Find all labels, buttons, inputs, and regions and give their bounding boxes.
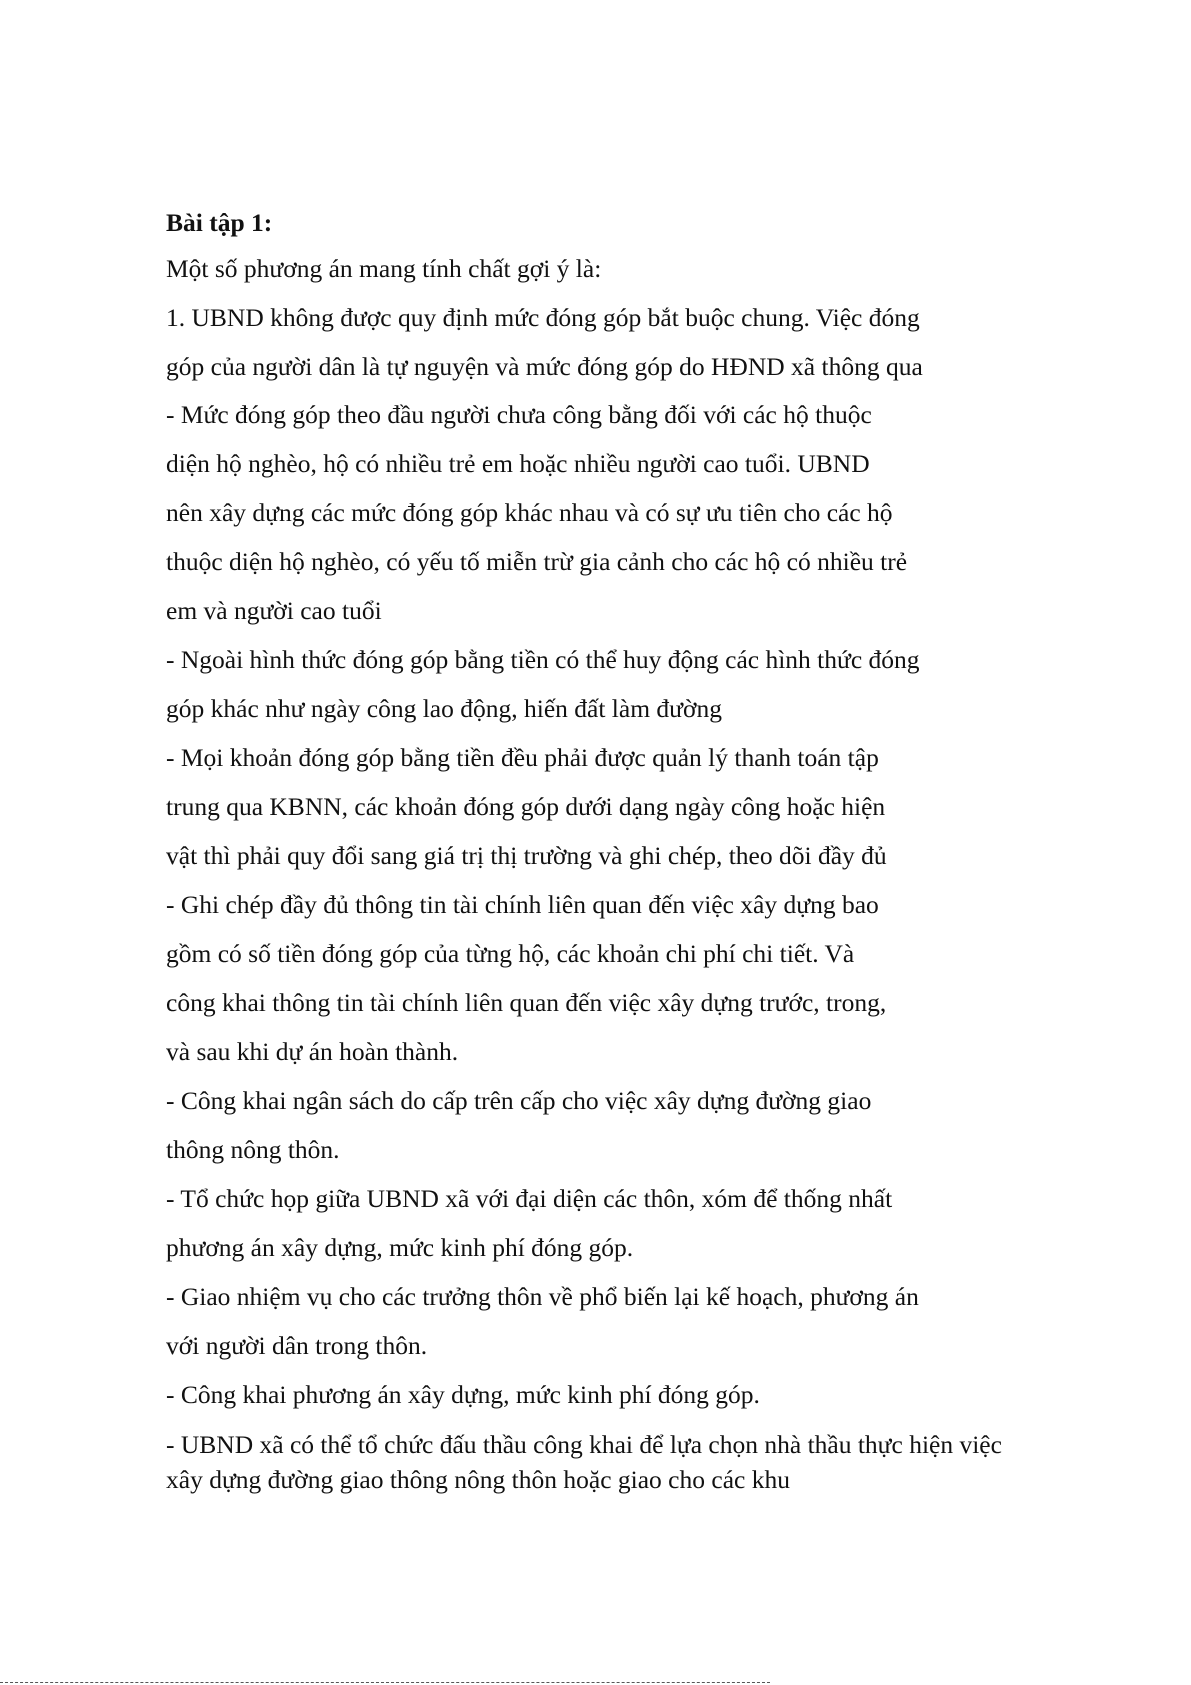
body-line: nên xây dựng các mức đóng góp khác nhau và có sự ưu tiên cho các hộ [166, 498, 893, 527]
intro-line: Một số phương án mang tính chất gợi ý là: [166, 254, 602, 283]
body-line: - Mọi khoản đóng góp bằng tiền đều phải được quản lý thanh toán tập [166, 743, 879, 772]
body-line: - Giao nhiệm vụ cho các trưởng thôn về phổ biến lại kế hoạch, phương án [166, 1282, 919, 1311]
body-line: góp của người dân là tự nguyện và mức đóng góp do HĐND xã thông qua [166, 352, 923, 381]
body-line: thông nông thôn. [166, 1135, 340, 1164]
body-line: - UBND xã có thể tổ chức đấu thầu công khai để lựa chọn nhà thầu thực hiện việc [166, 1430, 1002, 1459]
body-line: phương án xây dựng, mức kinh phí đóng góp. [166, 1233, 634, 1262]
body-line: góp khác như ngày công lao động, hiến đất làm đường [166, 694, 722, 723]
body-line: xây dựng đường giao thông nông thôn hoặc giao cho các khu [166, 1465, 790, 1494]
body-line: diện hộ nghèo, hộ có nhiều trẻ em hoặc nhiều người cao tuổi. UBND [166, 449, 870, 478]
body-line: - Ghi chép đầy đủ thông tin tài chính liên quan đến việc xây dựng bao [166, 890, 879, 919]
exercise-heading: Bài tập 1: [166, 208, 273, 237]
page-bottom-rule [0, 1682, 770, 1683]
body-line: - Tổ chức họp giữa UBND xã với đại diện các thôn, xóm để thống nhất [166, 1184, 893, 1213]
body-line: - Công khai phương án xây dựng, mức kinh phí đóng góp. [166, 1380, 760, 1409]
body-line: em và người cao tuổi [166, 596, 382, 625]
body-line: - Công khai ngân sách do cấp trên cấp cho việc xây dựng đường giao [166, 1086, 872, 1115]
body-line: công khai thông tin tài chính liên quan đến việc xây dựng trước, trong, [166, 988, 887, 1017]
body-line: thuộc diện hộ nghèo, có yếu tố miễn trừ gia cảnh cho các hộ có nhiều trẻ [166, 547, 908, 576]
body-line: - Ngoài hình thức đóng góp bằng tiền có thể huy động các hình thức đóng [166, 645, 920, 674]
body-line: với người dân trong thôn. [166, 1331, 428, 1360]
body-line: - Mức đóng góp theo đầu người chưa công bằng đối với các hộ thuộc [166, 400, 872, 429]
body-line: gồm có số tiền đóng góp của từng hộ, các khoản chi phí chi tiết. Và [166, 939, 855, 968]
body-line: và sau khi dự án hoàn thành. [166, 1037, 459, 1066]
body-line: vật thì phải quy đổi sang giá trị thị trường và ghi chép, theo dõi đầy đủ [166, 841, 887, 870]
body-line: 1. UBND không được quy định mức đóng góp bắt buộc chung. Việc đóng [166, 303, 920, 332]
body-line: trung qua KBNN, các khoản đóng góp dưới dạng ngày công hoặc hiện [166, 792, 886, 821]
